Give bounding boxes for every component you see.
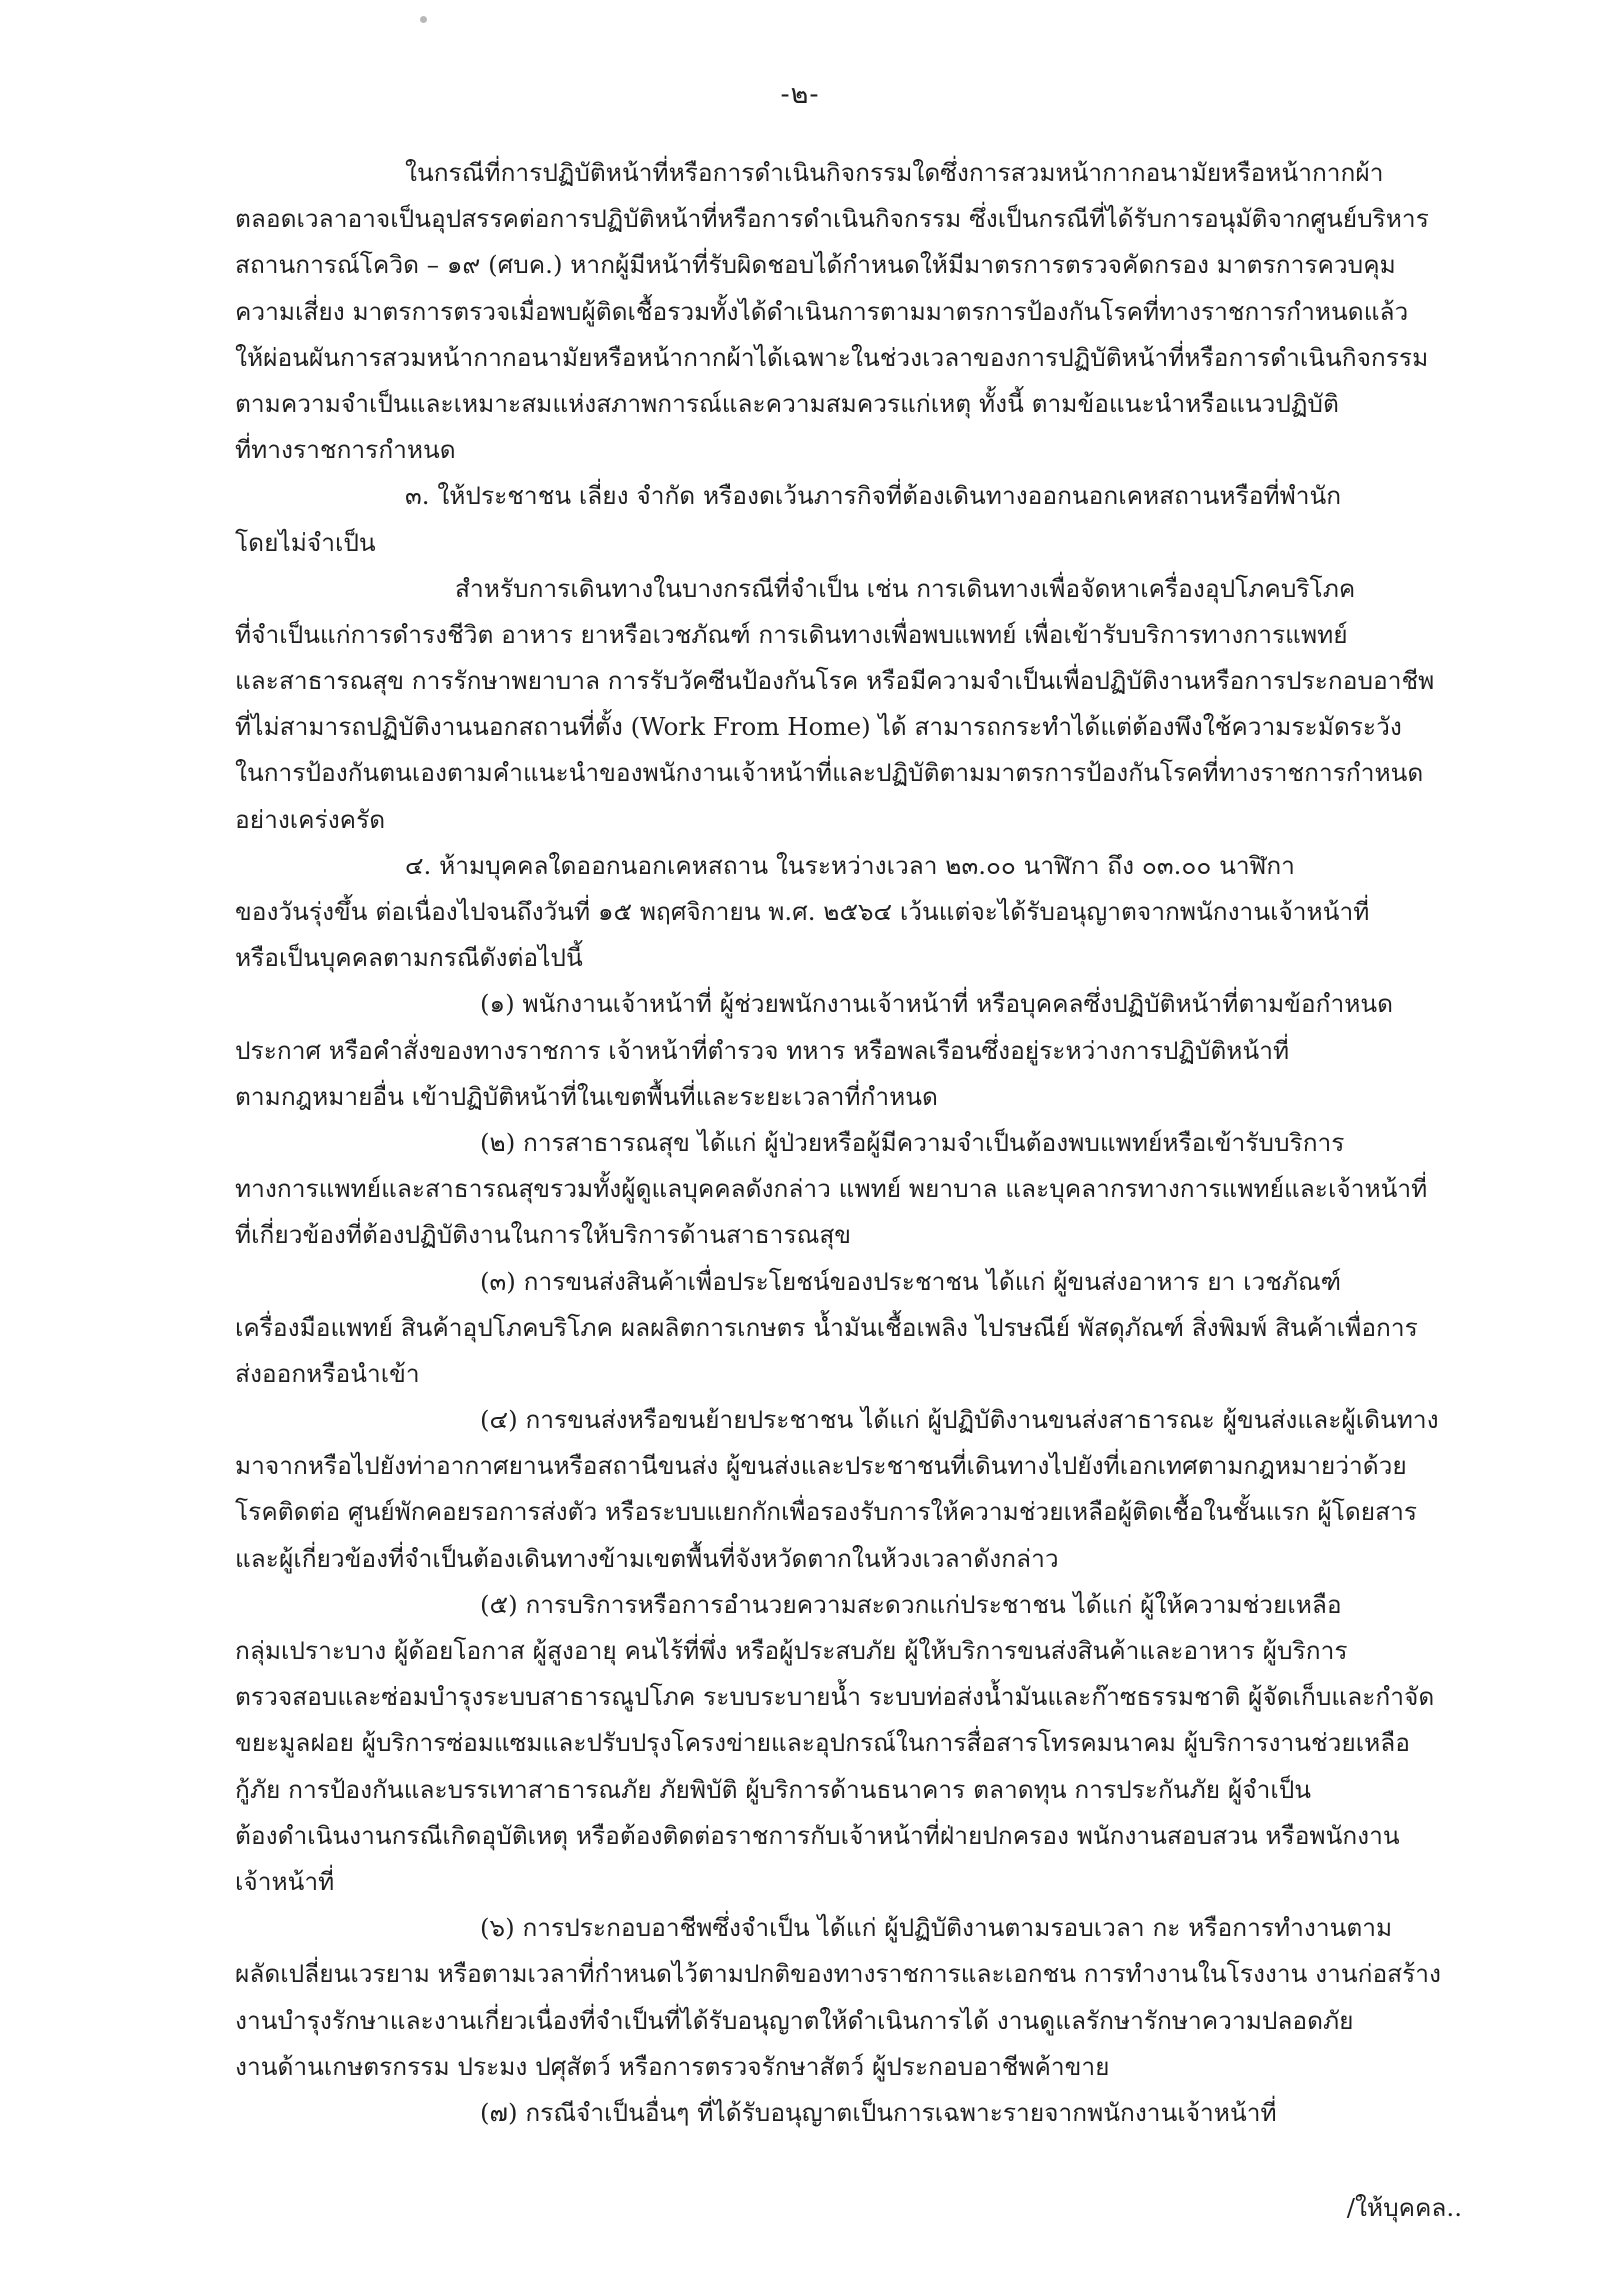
text-line: เจ้าหน้าที่ [235,1866,335,1896]
text-line: ๔. ห้ามบุคคลใดออกนอกเคหสถาน ในระหว่างเวลา ๒๓.๐๐ นาฬิกา ถึง ๐๓.๐๐ นาฬิกา [405,850,1295,880]
text-line: โดยไม่จำเป็น [235,527,376,557]
text-line: ตามกฎหมายอื่น เข้าปฏิบัติหน้าที่ในเขตพื้นที่และระยะเวลาที่กำหนด [235,1081,938,1111]
text-line: (๓) การขนส่งสินค้าเพื่อประโยชน์ของประชาชน ได้แก่ ผู้ขนส่งอาหาร ยา เวชภัณฑ์ [480,1266,1342,1296]
text-line: ในกรณีที่การปฏิบัติหน้าที่หรือการดำเนินกิจกรรมใดซึ่งการสวมหน้ากากอนามัยหรือหน้ากากผ้า [405,158,1384,187]
text-line: ที่จำเป็นแก่การดำรงชีวิต อาหาร ยาหรือเวชภัณฑ์ การเดินทางเพื่อพบแพทย์ เพื่อเข้ารับบริการทางการแพทย์ [235,619,1348,649]
document-body [235,150,1480,2136]
text-line: มาจากหรือไปยังท่าอากาศยานหรือสถานีขนส่ง ผู้ขนส่งและประชาชนที่เดินทางไปยังที่เอกเทศตามกฎหมายว่าด้วย [235,1451,1407,1481]
text-line: ความเสี่ยง มาตรการตรวจเมื่อพบผู้ติดเชื้อรวมทั้งได้ดำเนินการตามมาตรการป้องกันโรคที่ทางราชการกำหนดแล้ว [235,296,1409,326]
text-line: ขยะมูลฝอย ผู้บริการซ่อมแซมและปรับปรุงโครงข่ายและอุปกรณ์ในการสื่อสารโทรคมนาคม ผู้บริการงานช่วยเหลือ [235,1728,1411,1758]
text-line: ประกาศ หรือคำสั่งของทางราชการ เจ้าหน้าที่ตำรวจ ทหาร หรือพลเรือนซึ่งอยู่ระหว่างการปฏิบัติหน้าที่ [235,1035,1290,1065]
text-line: ตรวจสอบและซ่อมบำรุงระบบสาธารณูปโภค ระบบระบายน้ำ ระบบท่อส่งน้ำมันและก๊าซธรรมชาติ ผู้จัดเก็บและกำจัด [235,1682,1435,1712]
text-line: (๑) พนักงานเจ้าหน้าที่ ผู้ช่วยพนักงานเจ้าหน้าที่ หรือบุคคลซึ่งปฏิบัติหน้าที่ตามข้อกำหนด [480,989,1394,1019]
text-line: กลุ่มเปราะบาง ผู้ด้อยโอกาส ผู้สูงอายุ คนไร้ที่พึ่ง หรือผู้ประสบภัย ผู้ให้บริการขนส่งสินค้าและอาหาร ผู้บริการ [235,1636,1348,1665]
text-line: และผู้เกี่ยวข้องที่จำเป็นต้องเดินทางข้ามเขตพื้นที่จังหวัดตากในห้วงเวลาดังกล่าว [235,1543,1059,1573]
page-number: -๒- [780,79,820,110]
text-line: เครื่องมือแพทย์ สินค้าอุปโภคบริโภค ผลผลิตการเกษตร น้ำมันเชื้อเพลิง ไปรษณีย์ พัสดุภัณฑ์ สิ่งพิมพ์ สินค้าเพื่อการ [235,1312,1418,1342]
text-line: ทางการแพทย์และสาธารณสุขรวมทั้งผู้ดูแลบุคคลดังกล่าว แพทย์ พยาบาล และบุคลากรทางการแพทย์และเจ้าหน้าที่ [235,1174,1428,1204]
text-line: ที่เกี่ยวข้องที่ต้องปฏิบัติงานในการให้บริการด้านสาธารณสุข [235,1220,852,1250]
text-line: (๕) การบริการหรือการอำนวยความสะดวกแก่ประชาชน ได้แก่ ผู้ให้ความช่วยเหลือ [480,1589,1342,1619]
text-line: โรคติดต่อ ศูนย์พักคอยรอการส่งตัว หรือระบบแยกกักเพื่อรองรับการให้ความช่วยเหลือผู้ติดเชื้อในชั้นแรก ผู้โดยสาร [235,1497,1418,1527]
text-line: กู้ภัย การป้องกันและบรรเทาสาธารณภัย ภัยพิบัติ ผู้บริการด้านธนาคาร ตลาดทุน การประกันภัย ผู้จำเป็น [235,1774,1312,1804]
text-line: ผลัดเปลี่ยนเวรยาม หรือตามเวลาที่กำหนดไว้ตามปกติของทางราชการและเอกชน การทำงานในโรงงาน งานก่อสร้าง [235,1959,1442,1989]
text-line: ส่งออกหรือนำเข้า [235,1358,420,1388]
text-line: ที่ไม่สามารถปฏิบัติงานนอกสถานที่ตั้ง (Work From Home) ได้ สามารถกระทำได้แต่ต้องพึงใช้ความระมัดระวัง [235,712,1402,742]
text-line: (๔) การขนส่งหรือขนย้ายประชาชน ได้แก่ ผู้ปฏิบัติงานขนส่งสาธารณะ ผู้ขนส่งและผู้เดินทาง [480,1405,1439,1435]
text-line: งานด้านเกษตรกรรม ประมง ปศุสัตว์ หรือการตรวจรักษาสัตว์ ผู้ประกอบอาชีพค้าขาย [235,2051,1110,2081]
text-line: ต้องดำเนินงานกรณีเกิดอุบัติเหตุ หรือต้องติดต่อราชการกับเจ้าหน้าที่ฝ่ายปกครอง พนักงานสอบสวน หรือพนักงาน [235,1820,1400,1850]
text-line: ของวันรุ่งขึ้น ต่อเนื่องไปจนถึงวันที่ ๑๕ พฤศจิกายน พ.ศ. ๒๕๖๔ เว้นแต่จะได้รับอนุญาตจากพนักงานเจ้าหน้าที่ [235,897,1370,926]
text-line: ตลอดเวลาอาจเป็นอุปสรรคต่อการปฏิบัติหน้าที่หรือการดำเนินกิจกรรม ซึ่งเป็นกรณีที่ได้รับการอนุมัติจากศูนย์บริหาร [235,204,1429,234]
text-line: ตามความจำเป็นและเหมาะสมแห่งสภาพการณ์และความสมควรแก่เหตุ ทั้งนี้ ตามข้อแนะนำหรือแนวปฏิบัติ [235,388,1339,418]
text-line: ให้ผ่อนผันการสวมหน้ากากอนามัยหรือหน้ากากผ้าได้เฉพาะในช่วงเวลาของการปฏิบัติหน้าที่หรือการดำเนินกิจกรรม [235,342,1429,372]
text-line: ในการป้องกันตนเองตามคำแนะนำของพนักงานเจ้าหน้าที่และปฏิบัติตามมาตรการป้องกันโรคที่ทางราชการกำหนด [235,758,1424,788]
text-line: (๗) กรณีจำเป็นอื่นๆ ที่ได้รับอนุญาตเป็นการเฉพาะรายจากพนักงานเจ้าหน้าที่ [480,2097,1277,2127]
text-line: สถานการณ์โควิด – ๑๙ (ศบค.) หากผู้มีหน้าที่รับผิดชอบได้กำหนดให้มีมาตรการตรวจคัดกรอง มาตรการควบคุม [235,250,1396,280]
text-line: (๖) การประกอบอาชีพซึ่งจำเป็น ได้แก่ ผู้ปฏิบัติงานตามรอบเวลา กะ หรือการทำงานตาม [480,1913,1393,1943]
text-line: ๓. ให้ประชาชน เลี่ยง จำกัด หรืองดเว้นภารกิจที่ต้องเดินทางออกนอกเคหสถานหรือที่พำนัก [405,481,1342,511]
text-line: (๒) การสาธารณสุข ได้แก่ ผู้ป่วยหรือผู้มีความจำเป็นต้องพบแพทย์หรือเข้ารับบริการ [480,1127,1345,1157]
text-line: สำหรับการเดินทางในบางกรณีที่จำเป็น เช่น การเดินทางเพื่อจัดหาเครื่องอุปโภคบริโภค [455,573,1356,603]
text-line: ที่ทางราชการกำหนด [235,435,456,465]
scan-speck [420,16,427,23]
text-line: อย่างเคร่งครัด [235,804,386,834]
text-line: หรือเป็นบุคคลตามกรณีดังต่อไปนี้ [235,943,583,973]
continuation-marker: /ให้บุคคล.. [1346,2193,1462,2222]
text-line: และสาธารณสุข การรักษาพยาบาล การรับวัคซีนป้องกันโรค หรือมีความจำเป็นเพื่อปฏิบัติงานหรือการประกอบอาชีพ [235,666,1435,696]
text-line: งานบำรุงรักษาและงานเกี่ยวเนื่องที่จำเป็นที่ได้รับอนุญาตให้ดำเนินการได้ งานดูแลรักษารักษาความปลอดภัย [235,2005,1354,2035]
